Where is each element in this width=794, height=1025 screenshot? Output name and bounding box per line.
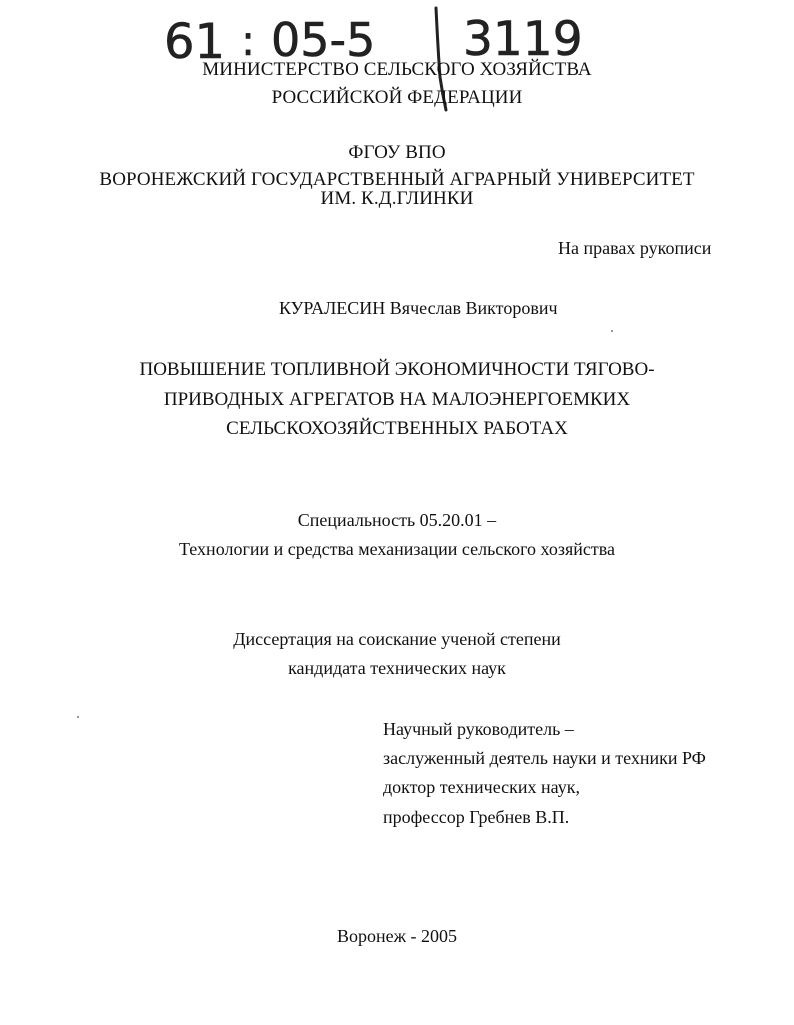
- author-name: КУРАЛЕСИН Вячеслав Викторович: [279, 298, 558, 318]
- dissertation-title-line-2: ПРИВОДНЫХ АГРЕГАТОВ НА МАЛОЭНЕРГОЕМКИХ: [163, 389, 631, 410]
- handwritten-text-05-5: 05-5: [271, 13, 376, 67]
- dissertation-degree-line-2: кандидата технических наук: [288, 658, 506, 678]
- handwritten-text-61: 61: [164, 14, 226, 70]
- handwritten-text-colon: :: [241, 16, 256, 65]
- handwritten-text-3119: 3119: [463, 12, 583, 67]
- dissertation-title-line-1: ПОВЫШЕНИЕ ТОПЛИВНОЙ ЭКОНОМИЧНОСТИ ТЯГОВО-: [139, 359, 655, 380]
- specialty-line-2: Технологии и средства механизации сельского хозяйства: [179, 539, 615, 559]
- scan-speck: [77, 716, 79, 718]
- dissertation-title-line-3: СЕЛЬСКОХОЗЯЙСТВЕННЫХ РАБОТАХ: [226, 418, 568, 439]
- organization-short: ФГОУ ВПО: [348, 142, 446, 163]
- adviser-line-4: профессор Гребнев В.П.: [383, 807, 570, 827]
- ministry-line-1: МИНИСТЕРСТВО СЕЛЬСКОГО ХОЗЯЙСТВА: [202, 59, 592, 80]
- university-line-2: ИМ. К.Д.ГЛИНКИ: [320, 188, 474, 209]
- scan-speck: [611, 330, 613, 332]
- manuscript-note: На правах рукописи: [558, 238, 712, 258]
- adviser-line-1: Научный руководитель –: [383, 719, 574, 739]
- adviser-line-2: заслуженный деятель науки и техники РФ: [383, 748, 706, 768]
- adviser-line-3: доктор технических наук,: [383, 777, 580, 797]
- specialty-line-1: Специальность 05.20.01 –: [297, 510, 497, 530]
- ministry-line-2: РОССИЙСКОЙ ФЕДЕРАЦИИ: [271, 87, 523, 108]
- university-line-1: ВОРОНЕЖСКИЙ ГОСУДАРСТВЕННЫЙ АГРАРНЫЙ УНИВЕРСИТЕТ: [99, 169, 695, 190]
- dissertation-degree-line-1: Диссертация на соискание ученой степени: [233, 629, 561, 649]
- city-year: Воронеж - 2005: [336, 926, 458, 946]
